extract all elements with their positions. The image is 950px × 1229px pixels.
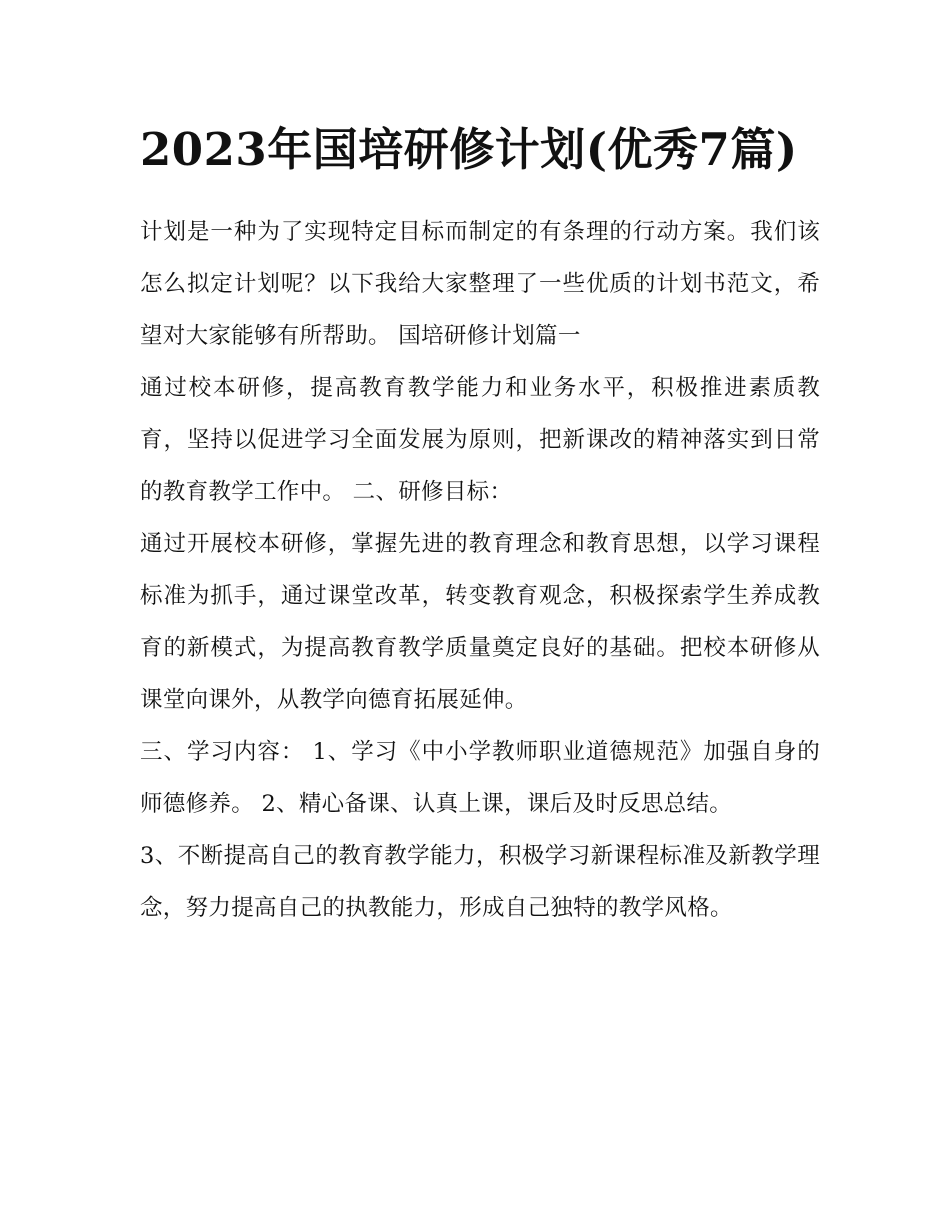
paragraph-goals: 通过开展校本研修，掌握先进的教育理念和教育思想，以学习课程标准为抓手，通过课堂改革，转变教育观念，积极探索学生养成教育的新模式，为提高教育教学质量奠定良好的基础。把校本研修从课堂向课外，从教学向德育拓展延伸。 (140, 531, 820, 713)
document-page (140, 112, 820, 934)
paragraph-purpose: 通过校本研修，提高教育教学能力和业务水平，积极推进素质教育，坚持以促进学习全面发展为原则，把新课改的精神落实到日常的教育教学工作中。 二、研修目标： (140, 375, 820, 505)
paragraph-content-2: 3、不断提高自己的教育教学能力，积极学习新课程标准及新教学理念，努力提高自己的执教能力，形成自己独特的教学风格。 (140, 843, 820, 921)
document-title: 2023年国培研修计划(优秀7篇) (140, 123, 798, 176)
paragraph-intro: 计划是一种为了实现特定目标而制定的有条理的行动方案。我们该怎么拟定计划呢？以下我给大家整理了一些优质的计划书范文，希望对大家能够有所帮助。 国培研修计划篇一 (140, 219, 820, 349)
paragraph-content-1: 三、学习内容： 1、学习《中小学教师职业道德规范》加强自身的师德修养。 2、精心备课、认真上课，课后及时反思总结。 (140, 739, 820, 817)
